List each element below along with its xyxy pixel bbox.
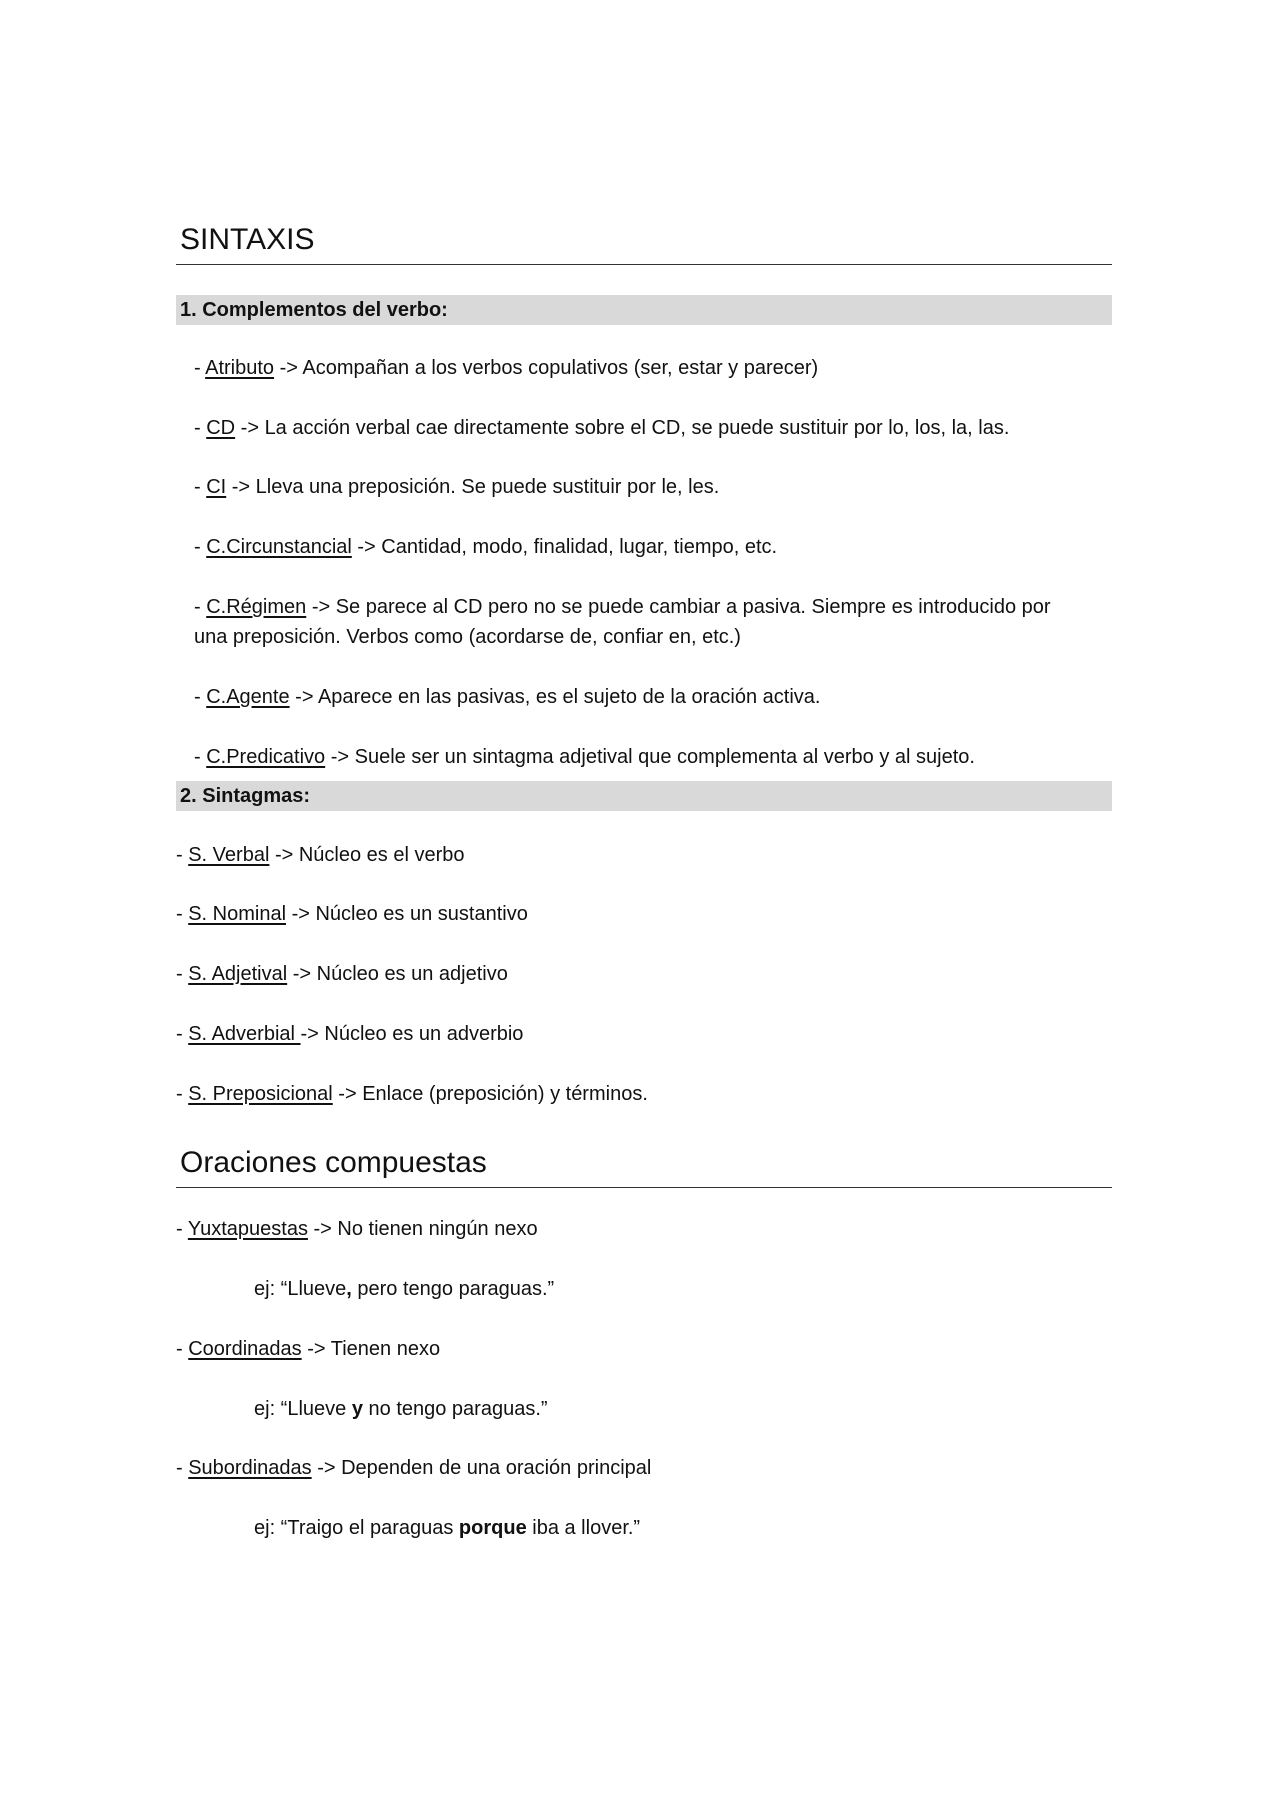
list-item: - Atributo -> Acompañan a los verbos copulativos (ser, estar y parecer) xyxy=(194,357,819,379)
term: S. Adverbial xyxy=(188,1023,301,1045)
list-item: - S. Adjetival -> Núcleo es un adjetivo xyxy=(176,963,508,985)
term: CD xyxy=(206,417,236,439)
term: Subordinadas xyxy=(188,1457,312,1479)
term: C.Predicativo xyxy=(206,746,326,768)
example-line: ej: “Traigo el paraguas porque iba a llover.” xyxy=(254,1517,641,1539)
term: C.Régimen xyxy=(206,596,307,618)
term: Atributo xyxy=(205,357,275,379)
list-item: - C.Régimen -> Se parece al CD pero no se puede cambiar a pasiva. Siempre es introducido por xyxy=(194,596,1051,618)
list-item: - C.Circunstancial -> Cantidad, modo, finalidad, lugar, tiempo, etc. xyxy=(194,536,778,558)
list-item: - S. Preposicional -> Enlace (preposición) y términos. xyxy=(176,1083,648,1105)
list-item: - C.Agente -> Aparece en las pasivas, es el sujeto de la oración activa. xyxy=(194,686,821,708)
list-item: - S. Nominal -> Núcleo es un sustantivo xyxy=(176,903,528,925)
sintagmas-list xyxy=(176,811,1112,1111)
list-item: - C.Predicativo -> Suele ser un sintagma adjetival que complementa al verbo y al sujeto. xyxy=(194,746,975,768)
example-line: ej: “Llueve y no tengo paraguas.” xyxy=(254,1398,548,1420)
list-item: - CD -> La acción verbal cae directamente sobre el CD, se puede sustituir por lo, los, la, las. xyxy=(194,417,1010,439)
list-item: - S. Adverbial -> Núcleo es un adverbio xyxy=(176,1023,524,1045)
term: C.Agente xyxy=(206,686,290,708)
list-item: - Subordinadas -> Dependen de una oración principal xyxy=(176,1457,652,1479)
section-heading-sintagmas: 2. Sintagmas: xyxy=(176,781,1112,811)
term: S. Nominal xyxy=(188,903,287,925)
complementos-list xyxy=(176,325,1112,781)
section-heading-complementos: 1. Complementos del verbo: xyxy=(176,295,1112,325)
list-item: - S. Verbal -> Núcleo es el verbo xyxy=(176,844,465,866)
term: S. Preposicional xyxy=(188,1083,333,1105)
oraciones-list xyxy=(176,1188,1112,1568)
page-title: SINTAXIS xyxy=(176,222,1112,265)
term: CI xyxy=(206,476,227,498)
document-page xyxy=(176,222,1112,1568)
term: S. Verbal xyxy=(188,844,270,866)
example-line: ej: “Llueve, pero tengo paraguas.” xyxy=(254,1278,555,1300)
term: Coordinadas xyxy=(188,1338,302,1360)
term: C.Circunstancial xyxy=(206,536,352,558)
list-item: - Yuxtapuestas -> No tienen ningún nexo xyxy=(176,1218,538,1240)
list-item: - CI -> Lleva una preposición. Se puede sustituir por le, les. xyxy=(194,476,720,498)
section-title-oraciones: Oraciones compuestas xyxy=(176,1145,1112,1188)
term: Yuxtapuestas xyxy=(187,1218,308,1240)
term: S. Adjetival xyxy=(188,963,288,985)
list-item-continuation: una preposición. Verbos como (acordarse de, confiar en, etc.) xyxy=(194,626,741,648)
list-item: - Coordinadas -> Tienen nexo xyxy=(176,1338,441,1360)
